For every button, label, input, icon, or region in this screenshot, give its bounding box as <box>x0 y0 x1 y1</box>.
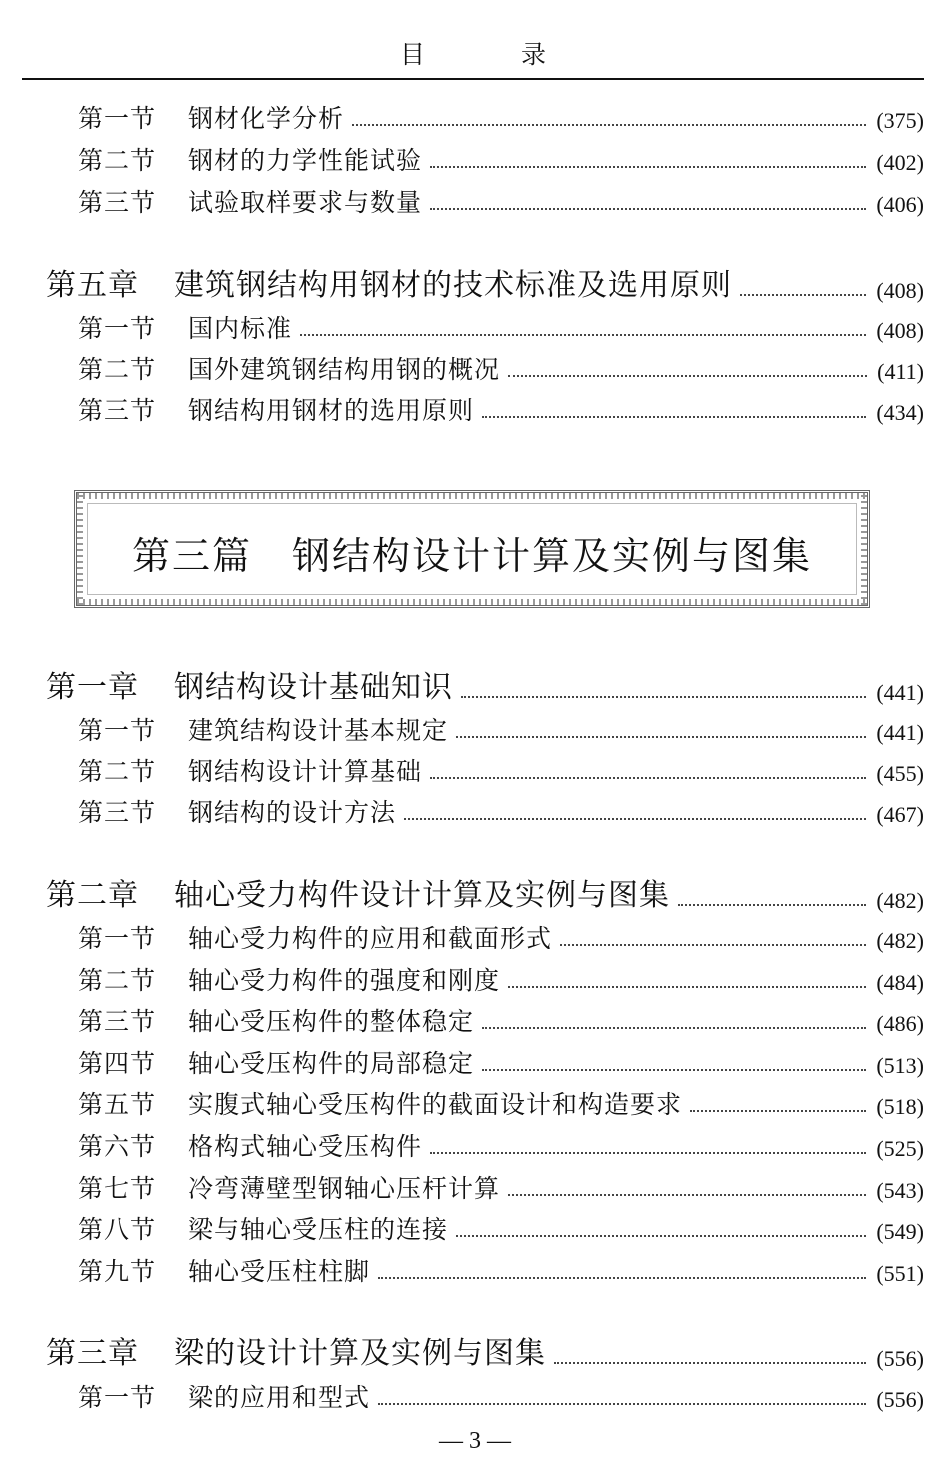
toc-section-entry[interactable] <box>78 144 924 178</box>
dot-leader <box>554 1361 866 1364</box>
toc-chapter-entry[interactable] <box>46 876 924 916</box>
toc-section-entry[interactable] <box>78 1047 924 1081</box>
dot-leader <box>482 415 866 418</box>
chapter-title: 建筑钢结构用钢材的技术标准及选用原则 <box>174 268 732 303</box>
section-title: 轴心受压构件的局部稳定 <box>188 1049 475 1078</box>
dot-leader <box>508 1193 866 1196</box>
page-ref: (525) <box>876 1136 924 1161</box>
page-ref: (551) <box>876 1261 924 1286</box>
page-ref: (455) <box>876 761 924 786</box>
toc-section-entry[interactable] <box>78 1130 924 1164</box>
part-banner <box>74 490 870 608</box>
section-label: 第三节 <box>78 188 157 217</box>
toc-section-entry[interactable] <box>78 1381 924 1415</box>
toc-section-entry[interactable] <box>78 1172 924 1206</box>
header-title: 目 录 <box>400 40 590 69</box>
dot-leader <box>482 1068 866 1071</box>
section-title: 梁的应用和型式 <box>188 1383 371 1412</box>
page-header <box>22 36 924 80</box>
chapter-title: 梁的设计计算及实例与图集 <box>174 1336 546 1371</box>
toc-section-entry[interactable] <box>78 1088 924 1122</box>
section-title: 冷弯薄壁型钢轴心压杆计算 <box>188 1174 501 1203</box>
toc-section-entry[interactable] <box>78 964 924 998</box>
part-label: 第三篇 <box>131 534 252 578</box>
toc-section-entry[interactable] <box>78 1255 924 1289</box>
page-ref: (543) <box>876 1178 924 1203</box>
toc-section-entry[interactable] <box>78 1005 924 1039</box>
chapter-label: 第二章 <box>46 878 139 913</box>
page-ref: (441) <box>876 680 924 705</box>
toc-chapter-entry[interactable] <box>46 668 924 708</box>
dot-leader <box>461 695 866 698</box>
toc-section-entry[interactable] <box>78 796 924 830</box>
section-title: 钢材的力学性能试验 <box>188 146 423 175</box>
section-label: 第一节 <box>78 314 157 343</box>
section-label: 第七节 <box>78 1174 157 1203</box>
section-title: 建筑结构设计基本规定 <box>188 716 449 745</box>
dot-leader <box>430 776 866 779</box>
dot-leader <box>678 903 866 906</box>
section-label: 第三节 <box>78 798 157 827</box>
section-title: 钢材化学分析 <box>188 104 345 133</box>
page-ref: (556) <box>876 1387 924 1412</box>
toc-chapter-entry[interactable] <box>46 266 924 306</box>
part-title <box>88 534 856 578</box>
section-label: 第二节 <box>78 146 157 175</box>
dot-leader <box>560 943 866 946</box>
section-title: 实腹式轴心受压构件的截面设计和构造要求 <box>188 1090 683 1119</box>
section-label: 第三节 <box>78 1007 157 1036</box>
page-ref: (556) <box>876 1346 924 1371</box>
section-title: 钢结构的设计方法 <box>188 798 397 827</box>
toc-section-entry[interactable] <box>78 353 924 387</box>
page-ref: (482) <box>876 928 924 953</box>
dot-leader <box>430 207 866 210</box>
chapter-label: 第一章 <box>46 670 139 705</box>
section-label: 第五节 <box>78 1090 157 1119</box>
dot-leader <box>456 735 866 738</box>
section-label: 第九节 <box>78 1257 157 1286</box>
page-ref: (408) <box>876 318 924 343</box>
chapter-label: 第五章 <box>46 268 139 303</box>
dot-leader <box>456 1234 866 1237</box>
toc-section-entry[interactable] <box>78 312 924 346</box>
page-ref: (513) <box>876 1053 924 1078</box>
section-label: 第二节 <box>78 355 157 384</box>
section-label: 第一节 <box>78 716 157 745</box>
section-label: 第一节 <box>78 924 157 953</box>
page-ref: (484) <box>876 970 924 995</box>
section-title: 轴心受压构件的整体稳定 <box>188 1007 475 1036</box>
part-name: 钢结构设计计算及实例与图集 <box>292 534 813 578</box>
section-label: 第二节 <box>78 757 157 786</box>
section-label: 第六节 <box>78 1132 157 1161</box>
toc-section-entry[interactable] <box>78 1213 924 1247</box>
dot-leader <box>378 1276 866 1279</box>
dot-leader <box>508 374 867 377</box>
chapter-label: 第三章 <box>46 1336 139 1371</box>
dot-leader <box>690 1109 866 1112</box>
section-title: 轴心受力构件的强度和刚度 <box>188 966 501 995</box>
section-label: 第三节 <box>78 396 157 425</box>
page-ref: (375) <box>876 108 924 133</box>
toc-section-entry[interactable] <box>78 922 924 956</box>
dot-leader <box>508 985 866 988</box>
page-ref: (434) <box>876 400 924 425</box>
section-title: 梁与轴心受压柱的连接 <box>188 1215 449 1244</box>
section-title: 轴心受力构件的应用和截面形式 <box>188 924 553 953</box>
page-ref: (402) <box>876 150 924 175</box>
section-label: 第一节 <box>78 1383 157 1412</box>
section-label: 第四节 <box>78 1049 157 1078</box>
page-ref: (549) <box>876 1219 924 1244</box>
section-title: 轴心受压柱柱脚 <box>188 1257 371 1286</box>
page-ref: (411) <box>877 359 924 384</box>
dot-leader <box>404 817 866 820</box>
section-title: 钢结构用钢材的选用原则 <box>188 396 475 425</box>
page-ref: (408) <box>876 278 924 303</box>
section-label: 第八节 <box>78 1215 157 1244</box>
dot-leader <box>352 123 866 126</box>
section-title: 国外建筑钢结构用钢的概况 <box>188 355 501 384</box>
dot-leader <box>430 1151 866 1154</box>
chapter-title: 钢结构设计基础知识 <box>174 670 453 705</box>
section-title: 国内标准 <box>188 314 293 343</box>
page-ref: (441) <box>876 720 924 745</box>
dot-leader <box>482 1026 866 1029</box>
page-ref: (406) <box>876 192 924 217</box>
chapter-title: 轴心受力构件设计计算及实例与图集 <box>174 878 670 913</box>
section-title: 钢结构设计计算基础 <box>188 757 423 786</box>
toc-chapter-entry[interactable] <box>46 1334 924 1374</box>
section-title: 格构式轴心受压构件 <box>188 1132 423 1161</box>
section-title: 试验取样要求与数量 <box>188 188 423 217</box>
dot-leader <box>300 333 866 336</box>
toc-section-entry[interactable] <box>78 394 924 428</box>
dot-leader <box>430 165 866 168</box>
page-number: — 3 — <box>439 1428 511 1454</box>
page-ref: (518) <box>876 1094 924 1119</box>
toc-section-entry[interactable] <box>78 102 924 136</box>
page-ref: (486) <box>876 1011 924 1036</box>
dot-leader <box>378 1402 866 1405</box>
dot-leader <box>740 293 866 296</box>
toc-section-entry[interactable] <box>78 186 924 220</box>
toc-section-entry[interactable] <box>78 755 924 789</box>
page-ref: (467) <box>876 802 924 827</box>
part-banner-inner <box>87 503 857 595</box>
page-ref: (482) <box>876 888 924 913</box>
section-label: 第一节 <box>78 104 157 133</box>
section-label: 第二节 <box>78 966 157 995</box>
toc-section-entry[interactable] <box>78 714 924 748</box>
